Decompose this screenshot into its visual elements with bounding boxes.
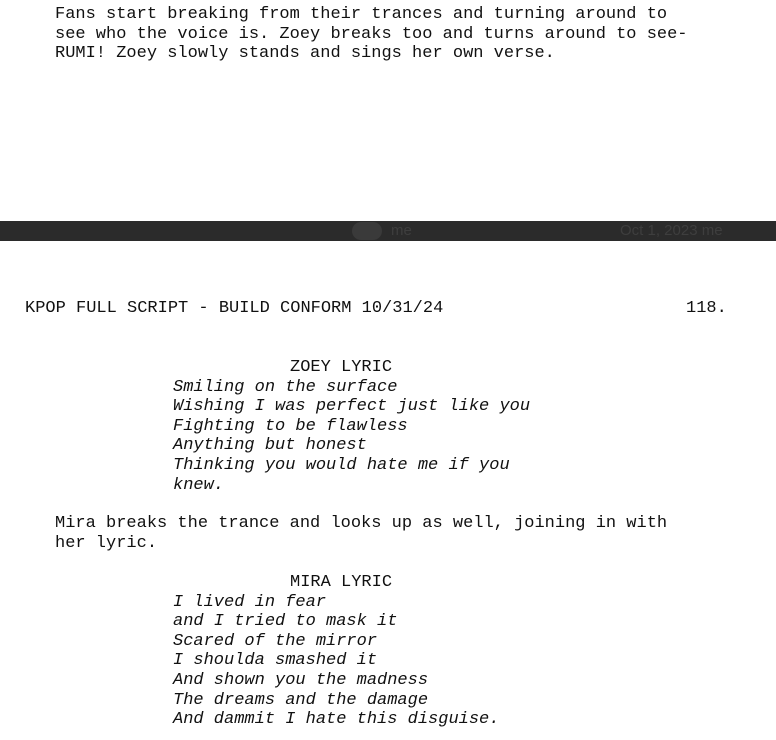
- lyric-line: Anything but honest: [173, 436, 367, 456]
- page-number: 118.: [686, 299, 727, 318]
- page-separator-bar: [0, 221, 776, 241]
- lyric-line: Thinking you would hate me if you: [173, 455, 510, 475]
- action-paragraph-mira-breaks: Mira breaks the trance and looks up as well, joining in with her lyric.: [55, 514, 668, 553]
- script-page-top: [0, 0, 776, 221]
- character-name-zoey-lyric: ZOEY LYRIC: [290, 358, 393, 377]
- lyric-line: And dammit I hate this disguise.: [173, 710, 500, 730]
- separator-user-label: me: [391, 222, 412, 239]
- lyric-line: Scared of the mirror: [173, 631, 378, 651]
- action-paragraph-fans-turning: Fans start breaking from their trances and turning around to see who the voice is. Zoey breaks too and turns around to see- RUMI! Zoey slowly stands and sings her own verse.: [55, 5, 688, 64]
- character-name-mira-lyric: MIRA LYRIC: [290, 573, 393, 592]
- lyric-line: Wishing I was perfect just like you: [173, 397, 531, 417]
- lyric-line: I shoulda smashed it: [173, 651, 378, 671]
- lyric-line: and I tried to mask it: [173, 612, 398, 632]
- script-page-bottom: [0, 241, 776, 740]
- lyric-line: Smiling on the surface: [173, 377, 398, 397]
- page-header-title: KPOP FULL SCRIPT - BUILD CONFORM 10/31/24: [25, 299, 444, 318]
- lyric-line: And shown you the madness: [173, 670, 429, 690]
- lyric-line: Fighting to be flawless: [173, 416, 408, 436]
- lyric-block-zoey: [173, 378, 593, 496]
- separator-date-label: Oct 1, 2023 me: [620, 222, 723, 239]
- lyric-line: knew.: [173, 475, 225, 495]
- lyric-line: The dreams and the damage: [173, 690, 429, 710]
- lyric-line: I lived in fear: [173, 592, 327, 612]
- lyric-block-mira: [173, 593, 593, 730]
- user-avatar-icon: [352, 222, 382, 240]
